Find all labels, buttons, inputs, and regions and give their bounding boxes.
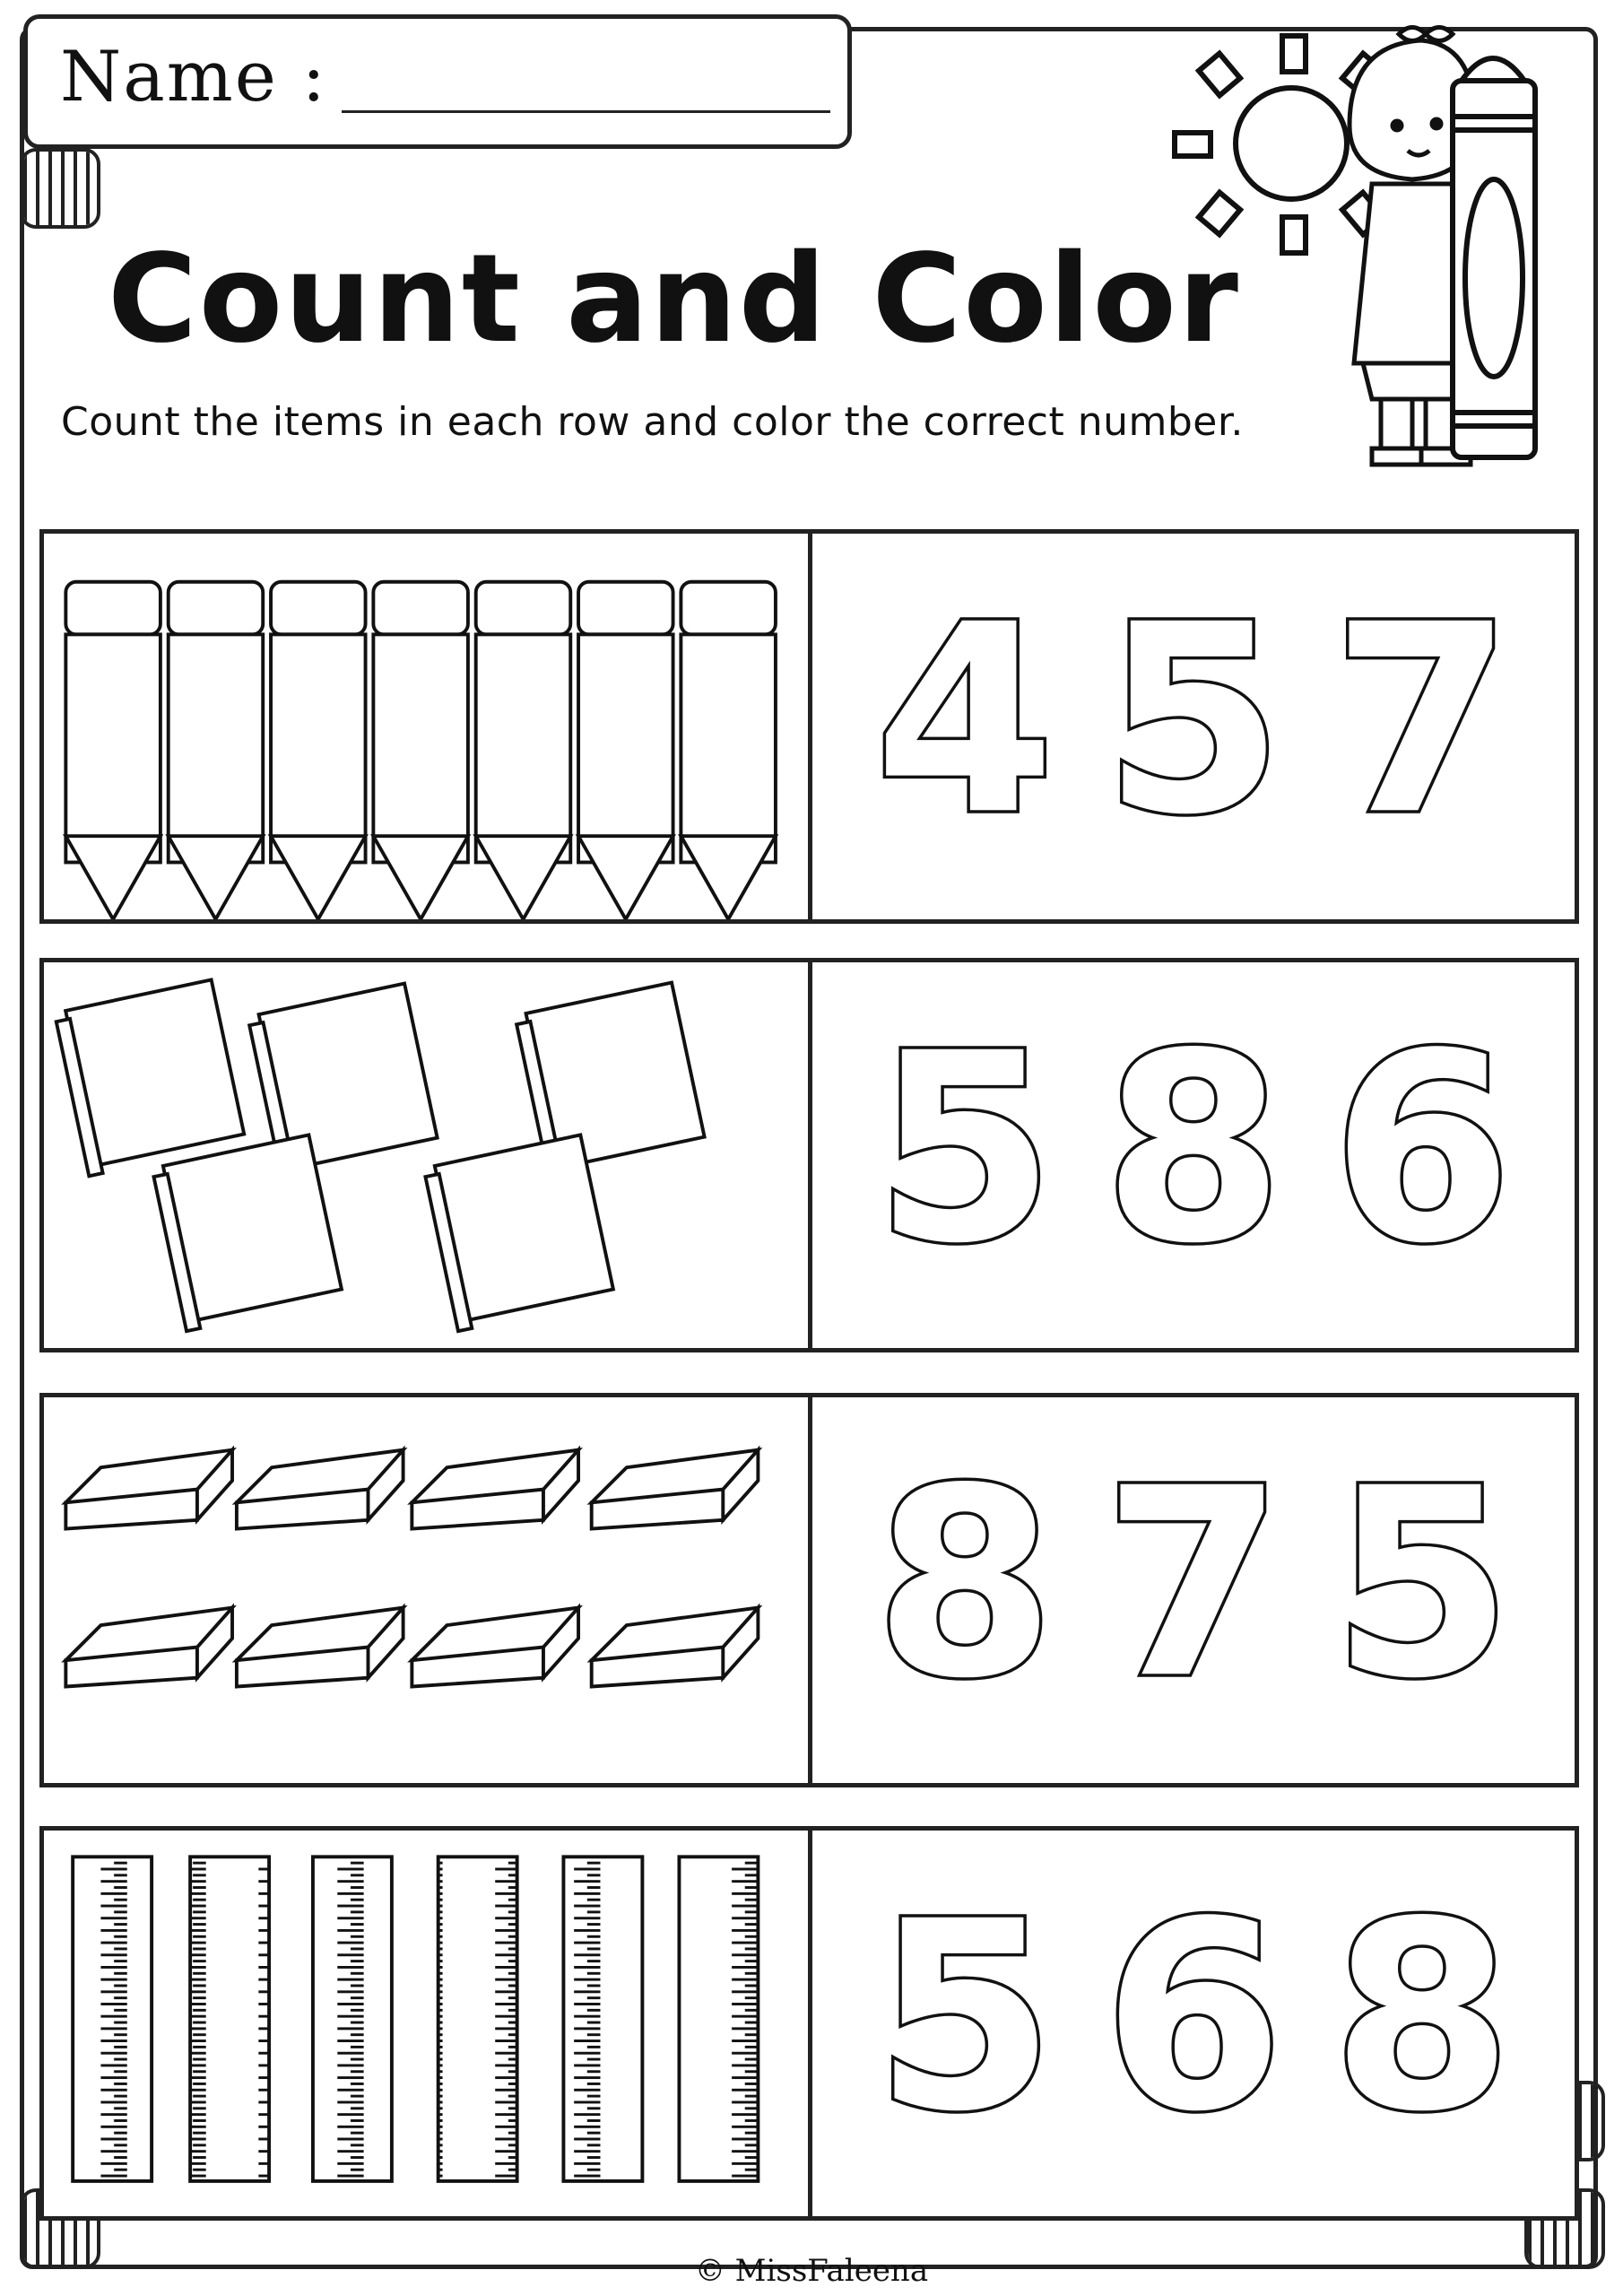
pencil-icon	[271, 582, 366, 919]
ruler-icon	[438, 1857, 517, 2181]
corner-decoration	[20, 148, 100, 229]
copyright-credit: © MissFaleena	[694, 2253, 929, 2289]
name-label: Name :	[60, 37, 327, 117]
instruction-text: Count the items in each row and color the correct number.	[61, 399, 1244, 445]
pencils-group	[44, 534, 808, 919]
eraser-icon	[592, 1450, 759, 1529]
name-input-line[interactable]	[342, 110, 830, 113]
eraser-icon	[412, 1450, 578, 1529]
number-choice[interactable]: 8	[1332, 1866, 1513, 2170]
row-1-items-panel	[39, 529, 812, 924]
number-choice[interactable]: 7	[1332, 570, 1513, 873]
number-choice[interactable]: 6	[1103, 1866, 1284, 2170]
eraser-icon	[65, 1450, 232, 1529]
number-choice[interactable]: 5	[1332, 1433, 1513, 1736]
pencil-icon	[578, 582, 673, 919]
number-choice[interactable]: 8	[1103, 998, 1284, 1301]
ruler-icon	[563, 1857, 642, 2181]
crayon-icon	[1453, 58, 1535, 457]
number-choice[interactable]: 4	[874, 570, 1055, 873]
row-3-number-choices	[808, 1393, 1579, 1787]
ruler-icon	[190, 1857, 269, 2181]
page-title: Count and Color	[108, 229, 1240, 370]
sun-girl-crayon-illustration	[1157, 18, 1578, 475]
ruler-icon	[73, 1857, 152, 2181]
book-icon	[55, 979, 247, 1176]
book-icon	[152, 1135, 343, 1331]
number-choice[interactable]: 7	[1103, 1433, 1284, 1736]
number-choice[interactable]: 8	[874, 1433, 1055, 1736]
eraser-icon	[237, 1450, 404, 1529]
erasers-group	[44, 1397, 808, 1783]
row-3-items-panel	[39, 1393, 812, 1787]
eraser-icon	[592, 1608, 759, 1687]
eraser-icon	[412, 1608, 578, 1687]
books-group	[44, 962, 808, 1348]
ruler-icon	[313, 1857, 392, 2181]
row-2-number-choices	[808, 958, 1579, 1352]
eraser-icon	[65, 1608, 232, 1687]
ruler-icon	[679, 1857, 758, 2181]
pencil-icon	[476, 582, 571, 919]
book-icon	[423, 1135, 615, 1331]
number-choice[interactable]: 5	[1103, 570, 1284, 873]
row-4-items-panel	[39, 1826, 812, 2221]
number-choice[interactable]: 5	[874, 998, 1055, 1301]
name-box	[23, 14, 852, 149]
rulers-group	[44, 1831, 808, 2216]
row-1-number-choices	[808, 529, 1579, 924]
pencil-icon	[169, 582, 264, 919]
number-choice[interactable]: 5	[874, 1866, 1055, 2170]
pencil-icon	[65, 582, 161, 919]
pencil-icon	[681, 582, 776, 919]
number-choice[interactable]: 6	[1332, 998, 1513, 1301]
row-4-number-choices	[808, 1826, 1579, 2221]
row-2-items-panel	[39, 958, 812, 1352]
eraser-icon	[237, 1608, 404, 1687]
pencil-icon	[373, 582, 468, 919]
